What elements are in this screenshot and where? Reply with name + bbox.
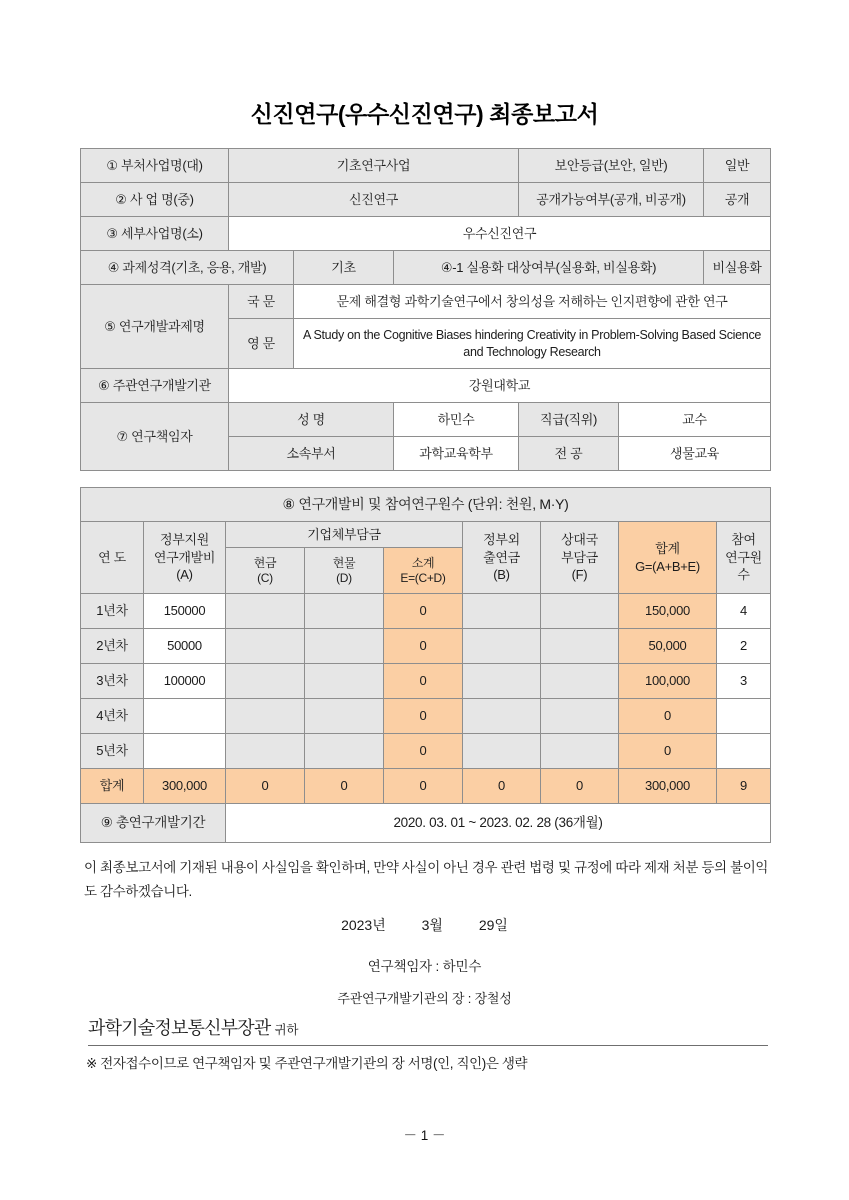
cell-partner (541, 594, 619, 629)
cell-inkind (305, 594, 384, 629)
page-title: 신진연구(우수신진연구) 최종보고서 (250, 101, 599, 127)
total-cash: 0 (226, 769, 305, 804)
row-label-total: 합계 (81, 769, 144, 804)
partner-line2: 부담금 (561, 549, 598, 565)
table-row (81, 629, 771, 664)
cell-nongov (463, 594, 541, 629)
commercialization-label: ④-1 실용화 대상여부(실용화, 비실용화) (394, 251, 704, 285)
row-label-year: 5년차 (81, 734, 144, 769)
cell-cash (226, 629, 305, 664)
cell-inkind (305, 629, 384, 664)
cell-total: 50,000 (619, 629, 717, 664)
recipient-honorific: 귀하 (274, 1023, 299, 1037)
table-header-row (81, 522, 771, 548)
table-row (81, 804, 771, 843)
total-partner: 0 (541, 769, 619, 804)
institution-head-signature-line: 주관연구개발기관의 장 : 장철성 (337, 991, 512, 1006)
pi-position-label: 직급(직위) (519, 403, 619, 437)
subtotal-line1: 소계 (411, 555, 435, 570)
program-name-value: 신진연구 (229, 183, 519, 217)
cell-total: 0 (619, 734, 717, 769)
pi-position-value: 교수 (619, 403, 771, 437)
english-title-value: A Study on the Cognitive Biases hindering Creativity in Problem-Solving Based Science and Technology Research (294, 319, 771, 369)
cell-inkind (305, 664, 384, 699)
col-header-inkind (305, 548, 384, 594)
total-period-value: 2020. 03. 01 ~ 2023. 02. 28 (36개월) (226, 804, 771, 843)
cash-line2: (C) (257, 570, 273, 585)
table-row (81, 369, 771, 403)
row-label-year: 3년차 (81, 664, 144, 699)
recipient-line (88, 1014, 768, 1046)
cell-subtotal: 0 (384, 734, 463, 769)
cell-researchers: 2 (717, 629, 771, 664)
pi-department-label: 소속부서 (229, 437, 394, 471)
table-row (81, 217, 771, 251)
signature-omission-note: ※ 전자접수이므로 연구책임자 및 주관연구개발기관의 장 서명(인, 직인)은 생략 (86, 1056, 528, 1071)
cell-subtotal: 0 (384, 699, 463, 734)
nongov-line1: 정부외 (483, 532, 520, 548)
cell-partner (541, 699, 619, 734)
gov-support-line1: 정부지원 (159, 532, 210, 548)
pi-major-label: 전 공 (519, 437, 619, 471)
cell-gov-support: 100000 (144, 664, 226, 699)
col-header-researchers (717, 522, 771, 594)
cell-subtotal: 0 (384, 629, 463, 664)
cell-total: 100,000 (619, 664, 717, 699)
table-row (81, 251, 771, 285)
cell-researchers (717, 699, 771, 734)
total-line2: G=(A+B+E) (635, 558, 700, 574)
col-header-nongov (463, 522, 541, 594)
cell-total: 150,000 (619, 594, 717, 629)
researchers-line1: 참여 (731, 532, 756, 548)
total-subtotal: 0 (384, 769, 463, 804)
table-total-row (81, 769, 771, 804)
project-title-label: ⑤ 연구개발과제명 (81, 285, 229, 369)
disclosure-value: 공개 (704, 183, 771, 217)
total-line1: 합계 (655, 540, 680, 556)
table-row (81, 149, 771, 183)
table-row (81, 403, 771, 437)
security-level-value: 일반 (704, 149, 771, 183)
total-period-label: ⑨ 총연구개발기간 (81, 804, 226, 843)
pi-name-label: 성 명 (229, 403, 394, 437)
cell-partner (541, 664, 619, 699)
cell-researchers: 4 (717, 594, 771, 629)
submission-date (0, 915, 849, 935)
table-row (81, 699, 771, 734)
total-inkind: 0 (305, 769, 384, 804)
security-level-label: 보안등급(보안, 일반) (519, 149, 704, 183)
date-year: 2023년 (341, 917, 386, 933)
row-label-year: 2년차 (81, 629, 144, 664)
pi-signature-line: 연구책임자 : 하민수 (367, 959, 482, 974)
recipient-name: 과학기술정보통신부장관 (88, 1018, 271, 1038)
cell-cash (226, 734, 305, 769)
pi-label: ⑦ 연구책임자 (81, 403, 229, 471)
korean-title-value: 문제 해결형 과학기술연구에서 창의성을 저해하는 인지편향에 관한 연구 (294, 285, 771, 319)
ministry-program-value: 기초연구사업 (229, 149, 519, 183)
confirmation-statement: 이 최종보고서에 기재된 내용이 사실임을 확인하며, 만약 사실이 아닌 경우 관련 법령 및 규정에 따라 제재 처분 등의 불이익도 감수하겠습니다. (84, 860, 768, 899)
cell-cash (226, 594, 305, 629)
cell-subtotal: 0 (384, 594, 463, 629)
budget-section-title: ⑧ 연구개발비 및 참여연구원수 (단위: 천원, M·Y) (81, 488, 771, 522)
cell-gov-support (144, 699, 226, 734)
col-header-subtotal (384, 548, 463, 594)
program-name-label: ② 사 업 명(중) (81, 183, 229, 217)
table-row (81, 664, 771, 699)
pi-major-value: 생물교육 (619, 437, 771, 471)
cell-nongov (463, 699, 541, 734)
cell-cash (226, 664, 305, 699)
cell-gov-support: 50000 (144, 629, 226, 664)
col-header-year: 연 도 (81, 522, 144, 594)
gov-support-line2: 연구개발비 (153, 549, 216, 565)
cell-researchers: 3 (717, 664, 771, 699)
inkind-line1: 현물 (332, 555, 356, 570)
col-header-cash (226, 548, 305, 594)
sub-program-value: 우수신진연구 (229, 217, 771, 251)
cell-researchers (717, 734, 771, 769)
subtotal-line2: E=(C+D) (400, 570, 446, 585)
total-nongov: 0 (463, 769, 541, 804)
date-month: 3월 (421, 917, 443, 933)
researchers-line2: 연구원수 (725, 549, 762, 583)
total-grand: 300,000 (619, 769, 717, 804)
project-info-table (80, 148, 771, 471)
table-row (81, 285, 771, 319)
col-header-company-group: 기업체부담금 (226, 522, 463, 548)
date-day: 29일 (478, 917, 508, 933)
cell-inkind (305, 734, 384, 769)
commercialization-value: 비실용화 (704, 251, 771, 285)
col-header-total (619, 522, 717, 594)
page-number: － 1 － (403, 1128, 446, 1143)
cell-nongov (463, 664, 541, 699)
table-row (81, 594, 771, 629)
ministry-program-label: ① 부처사업명(대) (81, 149, 229, 183)
english-title-label: 영 문 (229, 319, 294, 369)
cell-total: 0 (619, 699, 717, 734)
cell-partner (541, 734, 619, 769)
cell-gov-support: 150000 (144, 594, 226, 629)
table-row (81, 734, 771, 769)
nongov-line3: (B) (493, 567, 510, 583)
cell-inkind (305, 699, 384, 734)
host-institution-value: 강원대학교 (229, 369, 771, 403)
partner-line1: 상대국 (561, 532, 598, 548)
total-gov-support: 300,000 (144, 769, 226, 804)
table-row (81, 488, 771, 522)
gov-support-line3: (A) (176, 567, 193, 583)
disclosure-label: 공개가능여부(공개, 비공개) (519, 183, 704, 217)
host-institution-label: ⑥ 주관연구개발기관 (81, 369, 229, 403)
cash-line1: 현금 (253, 555, 277, 570)
pi-department-value: 과학교육학부 (394, 437, 519, 471)
project-type-label: ④ 과제성격(기초, 응용, 개발) (81, 251, 294, 285)
budget-and-researchers-table (80, 487, 771, 843)
cell-nongov (463, 734, 541, 769)
table-row (81, 183, 771, 217)
nongov-line2: 출연금 (483, 549, 520, 565)
cell-cash (226, 699, 305, 734)
korean-title-label: 국 문 (229, 285, 294, 319)
partner-line3: (F) (571, 567, 588, 583)
total-researchers: 9 (717, 769, 771, 804)
inkind-line2: (D) (336, 570, 352, 585)
cell-gov-support (144, 734, 226, 769)
pi-name-value: 하민수 (394, 403, 519, 437)
row-label-year: 4년차 (81, 699, 144, 734)
col-header-partner-country (541, 522, 619, 594)
row-label-year: 1년차 (81, 594, 144, 629)
col-header-gov-support (144, 522, 226, 594)
project-type-value: 기초 (294, 251, 394, 285)
cell-subtotal: 0 (384, 664, 463, 699)
sub-program-label: ③ 세부사업명(소) (81, 217, 229, 251)
cell-partner (541, 629, 619, 664)
cell-nongov (463, 629, 541, 664)
